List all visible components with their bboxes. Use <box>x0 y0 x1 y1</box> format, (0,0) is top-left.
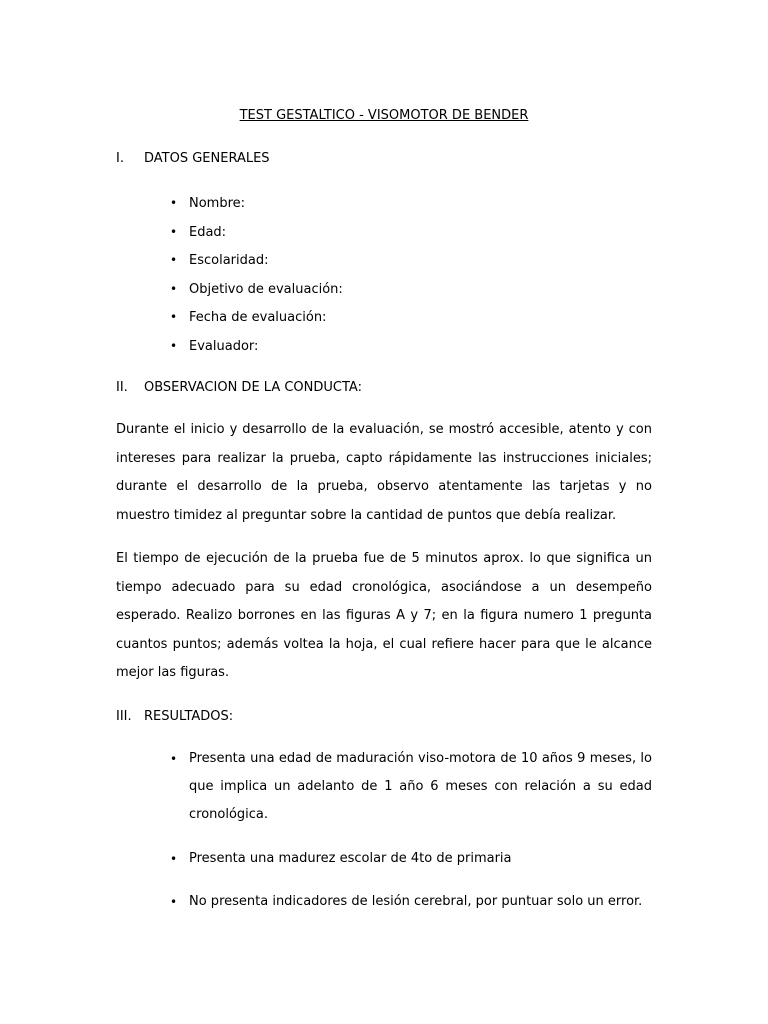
bullet-icon: • <box>170 196 178 210</box>
bullet-icon: • <box>170 752 178 766</box>
section-number: II. <box>116 380 128 395</box>
bullet-icon: • <box>170 282 178 296</box>
paragraph-observacion-2: El tiempo de ejecución de la prueba fue de 5 minutos aprox. lo que significa un tiempo adecuado para su edad cronológica, asociándose a un desempeño esperado. Realizo borrones en las figuras A y 7; en la figura numero 1 pregunta cuantos puntos; además voltea la hoja, el cual refiere hacer para que le alcance mejor las figuras. <box>116 551 652 681</box>
result-text-madurez-escolar: Presenta una madurez escolar de 4to de primaria <box>189 851 512 866</box>
field-label-escolaridad: Escolaridad: <box>189 253 269 268</box>
bullet-icon: • <box>170 895 178 909</box>
section-number: III. <box>116 709 132 724</box>
section-title: DATOS GENERALES <box>144 151 270 166</box>
result-item <box>170 745 652 829</box>
field-label-evaluador: Evaluador: <box>189 339 259 354</box>
document-title: TEST GESTALTICO - VISOMOTOR DE BENDER <box>239 108 529 123</box>
list-item <box>170 281 343 298</box>
section-heading-datos-generales <box>116 151 270 167</box>
list-item <box>170 252 268 269</box>
result-text-edad-maduracion: Presenta una edad de maduración viso-motora de 10 años 9 meses, lo que implica un adelanto de 1 año 6 meses con relación a su edad cronológica. <box>189 751 652 822</box>
list-item <box>170 195 245 212</box>
section-number: I. <box>116 151 124 166</box>
field-label-objetivo: Objetivo de evaluación: <box>189 282 343 297</box>
list-item <box>170 309 326 326</box>
bullet-icon: • <box>170 310 178 324</box>
result-text-lesion-cerebral: No presenta indicadores de lesión cerebral, por puntuar solo un error. <box>189 894 643 909</box>
field-label-fecha: Fecha de evaluación: <box>189 310 327 325</box>
section-title: OBSERVACION DE LA CONDUCTA: <box>144 380 362 395</box>
list-item <box>170 338 258 355</box>
section-title: RESULTADOS: <box>144 709 234 724</box>
list-item <box>170 224 226 241</box>
bullet-icon: • <box>170 339 178 353</box>
section-heading-resultados <box>116 709 233 725</box>
bullet-icon: • <box>170 852 178 866</box>
result-item <box>170 888 652 916</box>
bullet-icon: • <box>170 253 178 267</box>
field-label-nombre: Nombre: <box>189 196 246 211</box>
paragraph-observacion-1: Durante el inicio y desarrollo de la evaluación, se mostró accesible, atento y con intereses para realizar la prueba, capto rápidamente las instrucciones iniciales; durante el desarrollo de la prueba, observo atentamente las tarjetas y no muestro timidez al preguntar sobre la cantidad de puntos que debía realizar. <box>116 422 652 523</box>
section-heading-observacion <box>116 380 362 396</box>
field-label-edad: Edad: <box>189 225 227 240</box>
bullet-icon: • <box>170 225 178 239</box>
result-item <box>170 845 652 873</box>
